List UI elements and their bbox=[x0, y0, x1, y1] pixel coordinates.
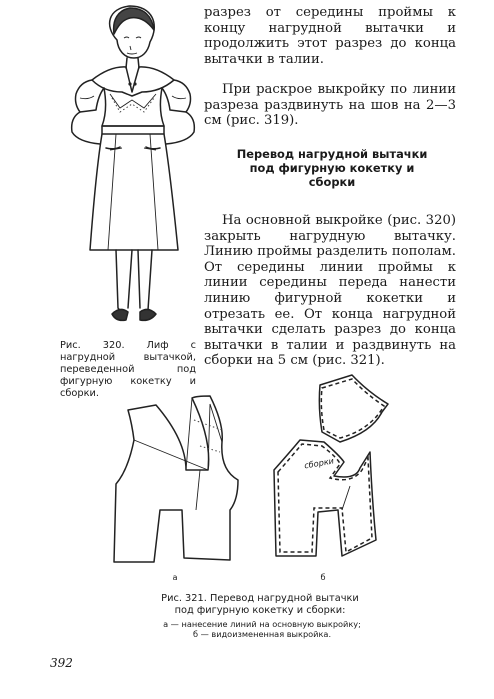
section-body: На основной выкройке (рис. 320) закрыть нагрудную вытачку. Линию проймы разделить пополам. От середины линии проймы к линии середины переда нанести линию фигурной кокетки и отрезать ее. От конца нагрудной вытачки сделать разрез до конца вытачки в талии и раздвинуть на сборки на 5 см (рис. 321). bbox=[204, 213, 456, 369]
figure-321-legend-b: б — видоизмененная выкройка. bbox=[192, 629, 332, 639]
intro-paragraph-2: При раскрое выкройку по линии разреза раздвинуть на шов на 2—3 см (рис. 319). bbox=[204, 82, 456, 129]
figure-321-caption-line2: под фигурную кокетку и сборки: bbox=[174, 605, 346, 616]
section-heading: Перевод нагрудной вытачки под фигурную кокетку и сборки bbox=[236, 147, 428, 189]
figure-321-label-a: а bbox=[172, 572, 178, 582]
page-number: 392 bbox=[50, 656, 73, 670]
intro-paragraph-end: разрез от середины проймы к концу нагрудной вытачки и продолжить этот разрез до конца вытачки в талии. bbox=[204, 5, 456, 67]
figure-321-caption-line1: Рис. 321. Перевод нагрудной вытачки bbox=[161, 593, 359, 604]
figure-321-legend-a: а — нанесение линий на основную выкройку; bbox=[163, 619, 361, 629]
figure-321-label-b: б bbox=[320, 572, 326, 582]
figure-320-caption: Рис. 320. Лиф с нагрудной вытачкой, переведенной под фигурную кокетку и сборки. bbox=[60, 340, 196, 399]
sborki-label: сборки bbox=[303, 455, 335, 471]
